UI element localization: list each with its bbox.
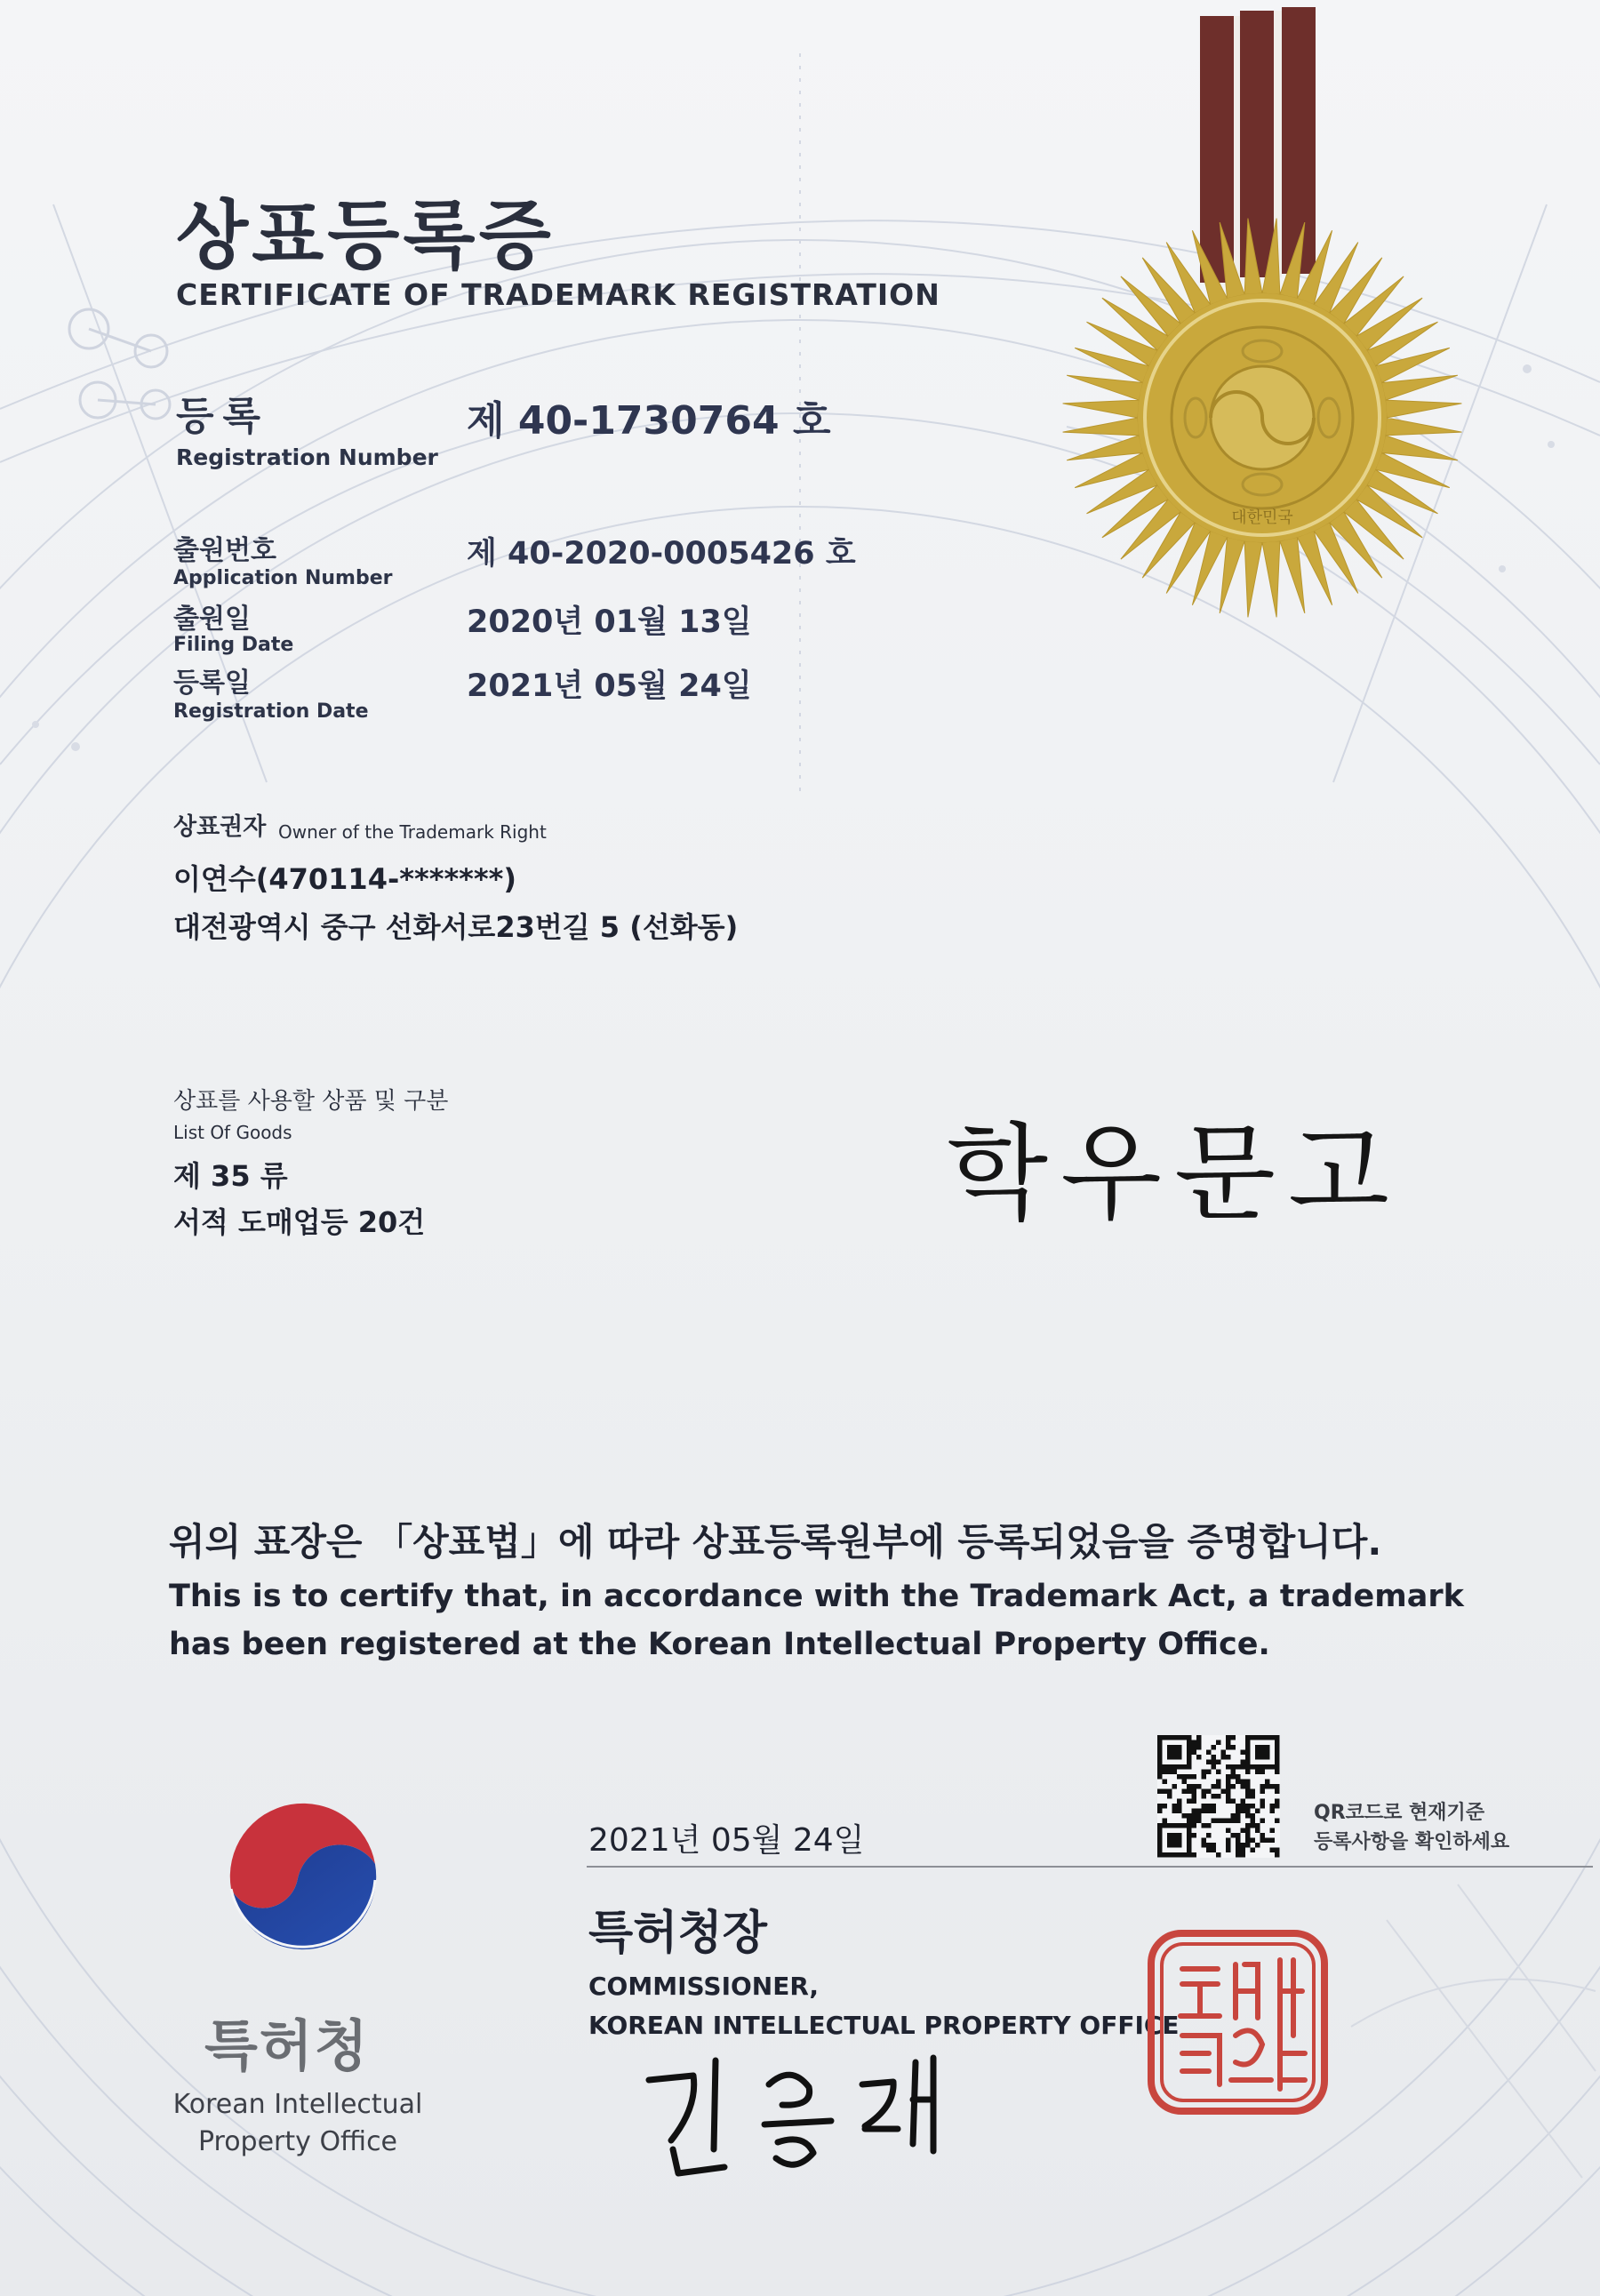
gold-medal-seal-icon	[1040, 0, 1484, 622]
medal-text: 대한민국	[1231, 508, 1293, 527]
commissioner-title-en-line1: COMMISSIONER,	[588, 1972, 820, 2001]
owner-name: 이연수(470114-*******)	[173, 862, 517, 896]
goods-label-en: List Of Goods	[173, 1122, 292, 1143]
commissioner-title-en-line2: KOREAN INTELLECTUAL PROPERTY OFFICE	[588, 2011, 1180, 2040]
qr-note-line1: QR코드로 현재기준	[1314, 1802, 1485, 1824]
application-number: 제 40-2020-0005426 호	[467, 536, 856, 572]
registration-number: 제 40-1730764 호	[467, 398, 831, 444]
goods-label-ko: 상표를 사용할 상품 및 구분	[173, 1088, 449, 1115]
registration-label-ko: 등록	[176, 394, 270, 439]
application-label-en: Application Number	[173, 567, 393, 589]
registration-date-label-ko: 등록일	[173, 668, 251, 699]
signature-rule	[587, 1866, 1593, 1868]
registration-label-en: Registration Number	[176, 444, 438, 470]
certify-statement-en-line2: has been registered at the Korean Intellectual Property Office.	[169, 1627, 1270, 1662]
registration-date-label-en: Registration Date	[173, 700, 369, 723]
issue-date: 2021년 05월 24일	[588, 1822, 865, 1859]
title-english: CERTIFICATE OF TRADEMARK REGISTRATION	[176, 277, 940, 312]
goods-description: 서적 도매업등 20건	[173, 1205, 426, 1239]
handwritten-signature	[627, 2044, 982, 2178]
owner-address: 대전광역시 중구 선화서로23번길 5 (선화동)	[173, 910, 739, 944]
filing-date-value: 2020년 01월 13일	[467, 604, 752, 640]
owner-label-en: Owner of the Trademark Right	[278, 821, 547, 843]
seal-text: 특허청장인	[1235, 2105, 1240, 2106]
title-korean: 상표등록증	[176, 192, 555, 279]
agency-name-en-line1: Korean Intellectual	[172, 2089, 423, 2120]
agency-name-en-line2: Property Office	[197, 2126, 398, 2157]
certify-statement-en-line1: This is to certify that, in accordance with the Trademark Act, a trademark	[169, 1579, 1464, 1614]
registration-date-value: 2021년 05월 24일	[467, 668, 752, 704]
owner-label-ko: 상표권자	[173, 813, 267, 841]
qr-code-icon	[1157, 1735, 1280, 1858]
filing-date-label-en: Filing Date	[173, 634, 294, 656]
commissioner-title-ko: 특허청장	[588, 1907, 767, 1960]
qr-note-line2: 등록사항을 확인하세요	[1314, 1831, 1510, 1853]
taegeuk-logo-icon	[204, 1782, 400, 1978]
application-label-ko: 출원번호	[173, 535, 276, 566]
certify-statement-ko: 위의 표장은 「상표법」에 따라 상표등록원부에 등록되었음을 증명합니다.	[169, 1520, 1382, 1564]
filing-date-label-ko: 출원일	[173, 604, 251, 635]
agency-name-ko: 특허청	[204, 2013, 370, 2078]
goods-class: 제 35 류	[173, 1159, 288, 1193]
official-red-seal-icon	[1147, 1929, 1329, 2116]
trademark-text: 학우문고	[947, 1112, 1402, 1235]
